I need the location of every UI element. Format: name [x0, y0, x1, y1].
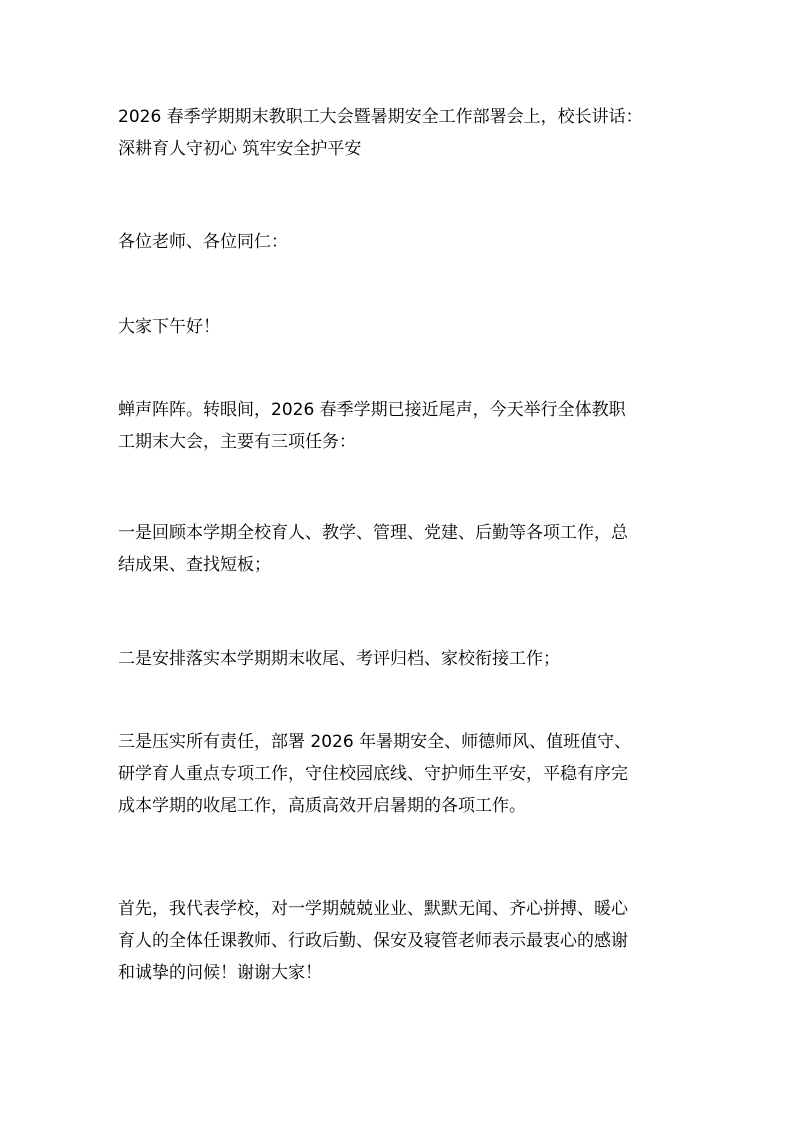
- title-line-1: 2026 春季学期期末教职工大会暨暑期安全工作部署会上，校长讲话：: [118, 107, 643, 127]
- task-three-line-2: 研学育人重点专项工作，守住校园底线、守护师生平安，平稳有序完: [118, 764, 628, 784]
- greeting-line: 大家下午好！: [118, 317, 220, 337]
- task-one-paragraph: [118, 517, 698, 581]
- thanks-line-3: 和诚挚的问候！谢谢大家！: [118, 963, 322, 983]
- intro-line-1: 蝉声阵阵。转眼间，2026 春季学期已接近尾声，今天举行全体教职: [118, 400, 626, 420]
- salutation-paragraph: [118, 226, 698, 258]
- task-three-line-3: 成本学期的收尾工作，高质高效开启暑期的各项工作。: [118, 796, 526, 816]
- greeting-paragraph: [118, 311, 698, 343]
- task-two-line-1: 二是安排落实本学期期末收尾、考评归档、家校衔接工作；: [118, 649, 560, 669]
- thanks-line-2: 育人的全体任课教师、行政后勤、保安及寝管老师表示最衷心的感谢: [118, 931, 628, 951]
- task-one-line-2: 结成果、查找短板；: [118, 555, 271, 575]
- salutation-line: 各位老师、各位同仁：: [118, 232, 288, 252]
- task-three-line-1: 三是压实所有责任，部署 2026 年暑期安全、师德师风、值班值守、: [118, 732, 632, 752]
- thanks-line-1: 首先，我代表学校，对一学期兢兢业业、默默无闻、齐心拼搏、暖心: [118, 899, 628, 919]
- task-one-line-1: 一是回顾本学期全校育人、教学、管理、党建、后勤等各项工作，总: [118, 523, 628, 543]
- document-title: [118, 101, 698, 165]
- task-three-paragraph: [118, 726, 698, 822]
- intro-line-2: 工期末大会，主要有三项任务：: [118, 432, 356, 452]
- thanks-paragraph: [118, 893, 698, 989]
- task-two-paragraph: [118, 643, 698, 675]
- title-line-2: 深耕育人守初心 筑牢安全护平安: [118, 139, 362, 159]
- intro-paragraph: [118, 394, 698, 458]
